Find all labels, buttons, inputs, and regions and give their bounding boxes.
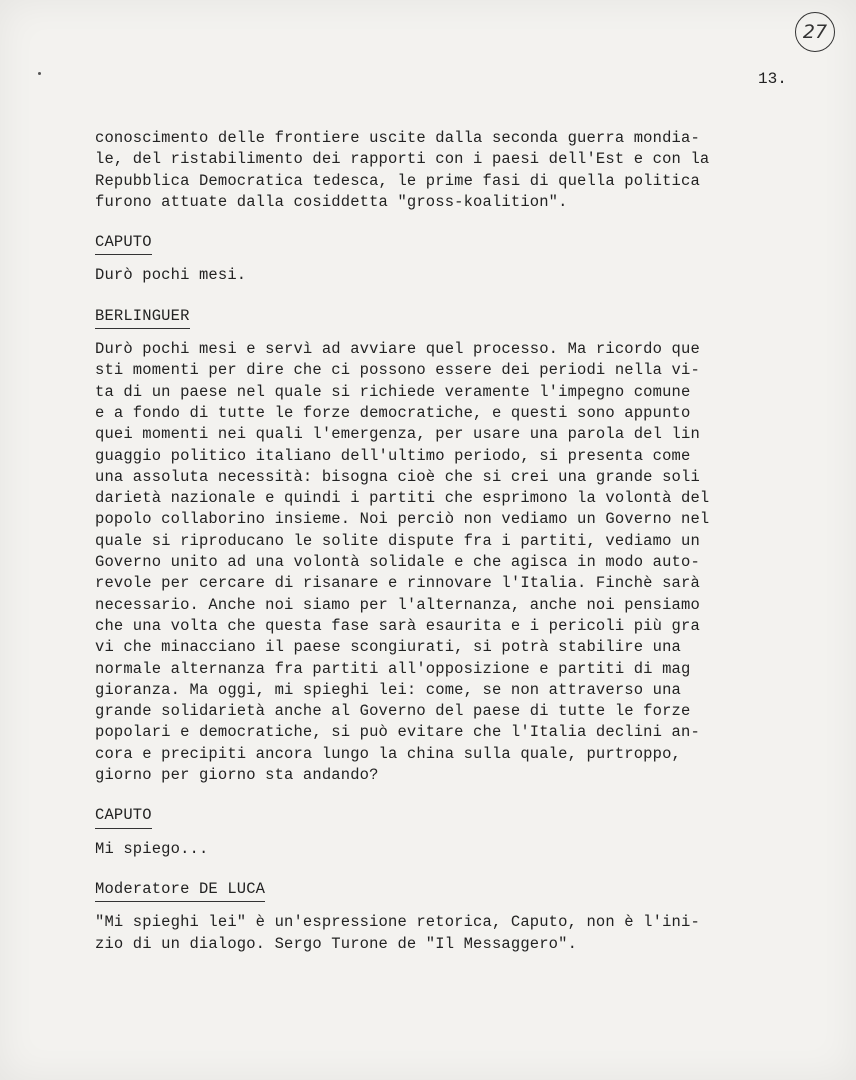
text-line: quale si riproducano le solite dispute fra i partiti, vediamo un <box>95 531 700 550</box>
text-line: cora e precipiti ancora lungo la china sulla quale, purtroppo, <box>95 744 681 763</box>
text-line: normale alternanza fra partiti all'opposizione e partiti di mag <box>95 659 691 678</box>
text-line: grande solidarietà anche al Governo del paese di tutte le forze <box>95 702 691 721</box>
text-line: furono attuate dalla cosiddetta "gross-koalition". <box>95 192 568 211</box>
text-line: gioranza. Ma oggi, mi spieghi lei: come, se non attraverso una <box>95 680 681 699</box>
text-line: una assoluta necessità: bisogna cioè che si crei una grande soli <box>95 467 700 486</box>
text-line: quei momenti nei quali l'emergenza, per usare una parola del lin <box>95 425 700 444</box>
text-line: le, del ristabilimento dei rapporti con i paesi dell'Est e con la <box>95 150 710 169</box>
text-line: guaggio politico italiano dell'ultimo periodo, si presenta come <box>95 446 691 465</box>
text-line: darietà nazionale e quindi i partiti che esprimono la volontà del <box>95 489 710 508</box>
text-line: revole per cercare di risanare e rinnovare l'Italia. Finchè sarà <box>95 574 700 593</box>
speaker-label: Moderatore DE LUCA <box>95 879 265 902</box>
transcript-body <box>95 128 795 955</box>
text-line: Governo unito ad una volontà solidale e che agisca in modo auto- <box>95 553 700 572</box>
text-line: Durò pochi mesi. <box>95 266 247 285</box>
speaker-label: CAPUTO <box>95 232 152 255</box>
handwritten-page-stamp <box>795 12 835 52</box>
page-number: 13. <box>758 70 787 88</box>
speck-mark <box>38 72 41 75</box>
speaker-label: CAPUTO <box>95 805 152 828</box>
speaker-label: BERLINGUER <box>95 306 190 329</box>
text-line: e a fondo di tutte le forze democratiche, e questi sono appunto <box>95 403 691 422</box>
text-line: vi che minacciano il paese scongiurati, si potrà stabilire una <box>95 638 681 657</box>
text-line: conoscimento delle frontiere uscite dalla seconda guerra mondia- <box>95 129 700 147</box>
text-line: popolo collaborino insieme. Noi perciò non vediamo un Governo nel <box>95 510 710 529</box>
intro-paragraph <box>95 128 795 213</box>
text-line: popolari e democratiche, si può evitare che l'Italia declini an- <box>95 723 700 742</box>
text-line: che una volta che questa fase sarà esaurita e i pericoli più gra <box>95 616 700 635</box>
text-line: Mi spiego... <box>95 839 209 858</box>
text-line: Durò pochi mesi e servì ad avviare quel processo. Ma ricordo que <box>95 340 700 359</box>
speech-paragraph <box>95 339 795 786</box>
text-line: necessario. Anche noi siamo per l'alternanza, anche noi pensiamo <box>95 595 700 614</box>
text-line: "Mi spieghi lei" è un'espressione retorica, Caputo, non è l'ini- <box>95 913 700 932</box>
text-line: Repubblica Democratica tedesca, le prime fasi di quella politica <box>95 171 700 190</box>
text-line: giorno per giorno sta andando? <box>95 766 379 785</box>
text-line: ta di un paese nel quale si richiede veramente l'impegno comune <box>95 382 691 401</box>
speech-paragraph <box>95 912 795 955</box>
stamp-number: 27 <box>802 21 828 43</box>
text-line: zio di un dialogo. Sergo Turone de "Il Messaggero". <box>95 934 578 953</box>
text-line: sti momenti per dire che ci possono essere dei periodi nella vi- <box>95 361 700 380</box>
